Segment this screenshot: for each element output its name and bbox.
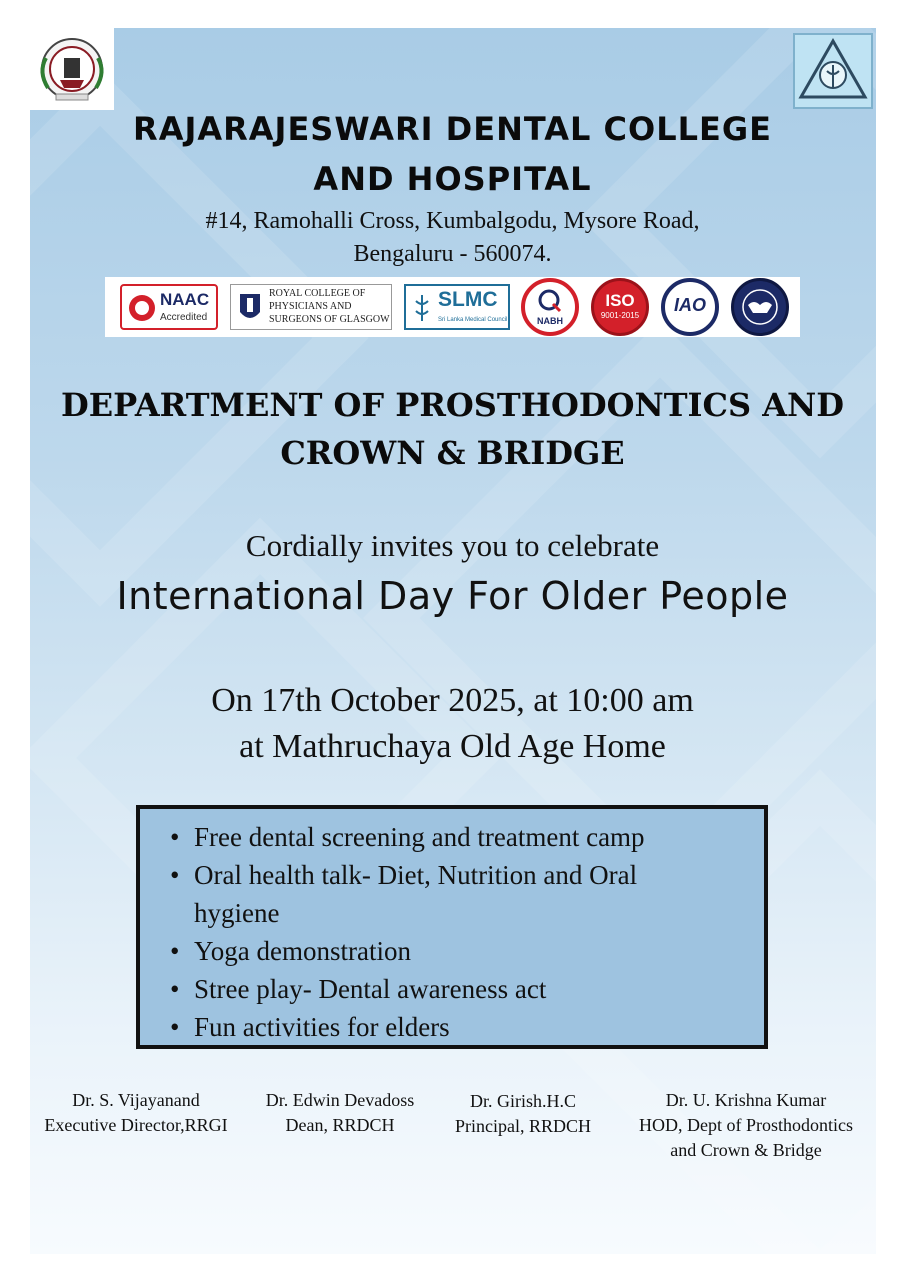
signatory-name: Dr. Edwin Devadoss [265, 1090, 415, 1110]
crest-emblem-icon [30, 28, 114, 110]
signatory-name: Dr. S. Vijayanand [72, 1090, 200, 1110]
department-line2: CROWN & BRIDGE [280, 434, 625, 472]
invitation-text: Cordially invites you to celebrate [245, 528, 660, 563]
signatory-dean [250, 1088, 430, 1138]
decorative-diamond [30, 69, 369, 606]
glasgow-line2: PHYSICIANS AND [269, 301, 352, 312]
event-title: International Day For Older People [116, 574, 789, 618]
address-line1: #14, Ramohalli Cross, Kumbalgodu, Mysore Road, [205, 208, 700, 234]
activities-box [136, 805, 768, 1049]
nabh-q-icon [537, 288, 563, 314]
glasgow-badge [230, 284, 392, 330]
nabh-label: NABH [537, 316, 563, 326]
list-item: • Free dental screening and treatment camp [166, 818, 726, 856]
slmc-badge [404, 284, 510, 330]
caduceus-icon [410, 293, 434, 323]
signatory-executive-director [30, 1088, 242, 1138]
event-venue: at Mathruchaya Old Age Home [239, 728, 666, 765]
partner-logo [793, 33, 873, 109]
signatory-title: Dean, RRDCH [285, 1115, 395, 1135]
college-crest-logo [30, 28, 114, 110]
signatory-hod [618, 1088, 874, 1163]
nabh-badge [521, 278, 579, 336]
iso-title: ISO [605, 291, 635, 310]
iao-label: IAO [673, 295, 706, 315]
institution-name-line2: AND HOSPITAL [313, 160, 592, 198]
activities-list [166, 818, 726, 1046]
signatory-name: Dr. Girish.H.C [469, 1091, 576, 1111]
iso-subtitle: 9001-2015 [600, 311, 640, 320]
naac-title: NAAC [160, 290, 210, 309]
signatory-title-line2: and Crown & Bridge [670, 1140, 822, 1160]
signatory-title: HOD, Dept of Prosthodontics [639, 1115, 853, 1135]
address-line2: Bengaluru - 560074. [353, 241, 552, 267]
department-line1: DEPARTMENT OF PROSTHODONTICS AND [60, 386, 845, 424]
royal-crest-icon [236, 288, 264, 326]
institution-name-line1: RAJARAJESWARI DENTAL COLLEGE [133, 110, 772, 148]
accreditation-strip [105, 277, 800, 337]
list-item: • Fun activities for elders [166, 1008, 726, 1046]
iao-badge [661, 278, 719, 336]
triangle-emblem-icon [795, 35, 871, 107]
signatory-title: Executive Director,RRGI [44, 1115, 228, 1135]
naac-subtitle: Accredited [160, 312, 208, 323]
list-item: • Yoga demonstration [166, 932, 726, 970]
eagle-seal-icon [734, 281, 786, 333]
signatory-principal [438, 1089, 608, 1139]
eagle-seal-badge [731, 278, 789, 336]
event-datetime: On 17th October 2025, at 10:00 am [211, 682, 694, 719]
signatory-title: Principal, RRDCH [454, 1116, 591, 1136]
signatory-name: Dr. U. Krishna Kumar [665, 1090, 827, 1110]
naac-badge [120, 284, 218, 330]
naac-seal-icon [127, 293, 157, 323]
list-item: • Oral health talk- Diet, Nutrition and Oral hygiene [166, 856, 726, 932]
slmc-subtitle: Sri Lanka Medical Council [438, 317, 508, 323]
glasgow-line1: ROYAL COLLEGE OF [269, 288, 366, 299]
slmc-title: SLMC [438, 288, 498, 311]
list-item: • Stree play- Dental awareness act [166, 970, 726, 1008]
glasgow-line3: SURGEONS OF GLASGOW [269, 314, 390, 325]
iso-badge [591, 278, 649, 336]
